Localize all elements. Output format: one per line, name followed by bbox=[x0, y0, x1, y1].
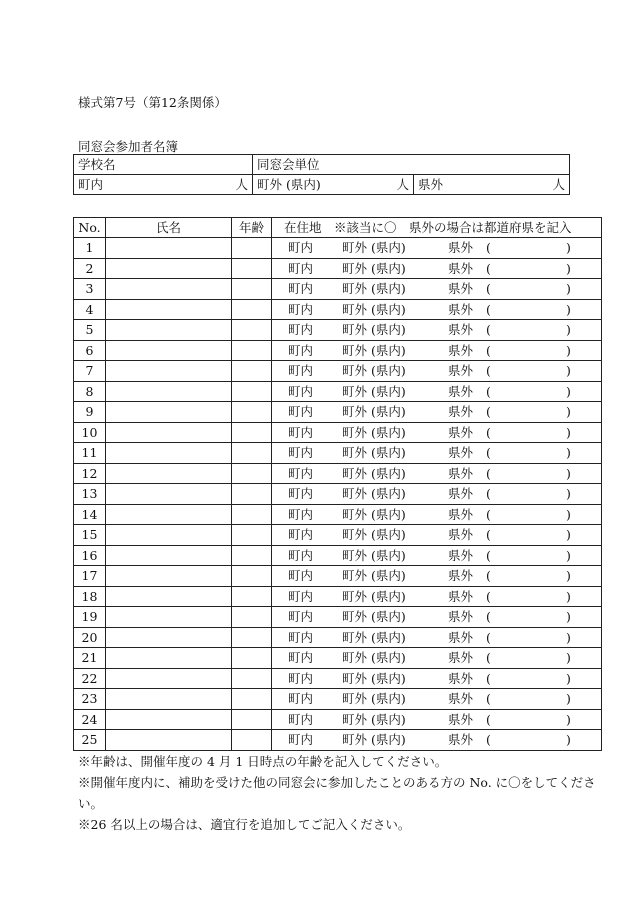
pref-out-count-cell[interactable] bbox=[414, 175, 570, 195]
table-row bbox=[74, 238, 602, 259]
option-pref-out[interactable]: 県外 bbox=[448, 445, 474, 460]
row-number: 11 bbox=[74, 443, 106, 464]
paren-open: ( bbox=[486, 629, 491, 645]
option-town-out[interactable]: 町外 (県内) bbox=[342, 363, 406, 378]
row-number: 4 bbox=[74, 299, 106, 320]
residence-cell[interactable] bbox=[272, 402, 602, 423]
paren-close: ) bbox=[566, 486, 571, 501]
table-row bbox=[74, 422, 602, 443]
town-in-count-cell[interactable] bbox=[74, 175, 253, 195]
option-pref-out[interactable]: 県外 bbox=[448, 670, 474, 686]
row-number: 6 bbox=[74, 340, 106, 361]
option-town-out[interactable]: 町外 (県内) bbox=[342, 445, 406, 460]
row-number: 15 bbox=[74, 525, 106, 546]
paren-open: ( bbox=[486, 342, 491, 358]
paren-open: ( bbox=[486, 506, 491, 522]
residence-cell[interactable] bbox=[272, 463, 602, 484]
option-town-out[interactable]: 町外 (県内) bbox=[342, 547, 406, 563]
option-pref-out[interactable]: 県外 bbox=[448, 240, 474, 255]
name-cell[interactable] bbox=[106, 361, 232, 382]
paren-open: ( bbox=[486, 240, 491, 255]
paren-close: ) bbox=[566, 588, 571, 604]
age-cell[interactable] bbox=[232, 689, 272, 710]
residence-cell[interactable] bbox=[272, 689, 602, 710]
option-town-in[interactable]: 町内 bbox=[288, 691, 314, 706]
paren-close: ) bbox=[566, 404, 571, 419]
residence-cell[interactable] bbox=[272, 443, 602, 464]
table-row bbox=[74, 381, 602, 402]
paren-close: ) bbox=[566, 322, 571, 337]
paren-close: ) bbox=[566, 629, 571, 645]
row-number: 16 bbox=[74, 545, 106, 566]
residence-cell[interactable] bbox=[272, 709, 602, 730]
row-number: 21 bbox=[74, 648, 106, 669]
option-town-in[interactable]: 町内 bbox=[288, 383, 314, 399]
paren-close: ) bbox=[566, 506, 571, 522]
name-cell[interactable] bbox=[106, 709, 232, 730]
table-row bbox=[74, 320, 602, 341]
paren-close: ) bbox=[566, 650, 571, 665]
table-row bbox=[74, 730, 602, 751]
name-cell[interactable] bbox=[106, 381, 232, 402]
option-town-in[interactable]: 町内 bbox=[288, 240, 314, 255]
residence-cell[interactable] bbox=[272, 484, 602, 505]
paren-close: ) bbox=[566, 281, 571, 296]
table-row bbox=[74, 402, 602, 423]
residence-cell[interactable] bbox=[272, 607, 602, 628]
paren-close: ) bbox=[566, 547, 571, 563]
option-town-out[interactable]: 町外 (県内) bbox=[342, 260, 406, 276]
option-town-out[interactable]: 町外 (県内) bbox=[342, 383, 406, 399]
row-number: 2 bbox=[74, 258, 106, 279]
paren-open: ( bbox=[486, 486, 491, 501]
row-number: 9 bbox=[74, 402, 106, 423]
school-name-label: 学校名 bbox=[78, 157, 116, 172]
option-town-in[interactable]: 町内 bbox=[288, 342, 314, 358]
name-cell[interactable] bbox=[106, 668, 232, 689]
option-pref-out[interactable]: 県外 bbox=[448, 260, 474, 276]
age-cell[interactable] bbox=[232, 709, 272, 730]
header-age: 年齢 bbox=[232, 218, 272, 238]
option-town-out[interactable]: 町外 (県内) bbox=[342, 465, 406, 481]
option-town-in[interactable]: 町内 bbox=[288, 609, 314, 624]
option-town-in[interactable]: 町内 bbox=[288, 486, 314, 501]
paren-open: ( bbox=[486, 732, 491, 747]
residence-cell[interactable] bbox=[272, 258, 602, 279]
option-pref-out[interactable]: 県外 bbox=[448, 629, 474, 645]
age-cell[interactable] bbox=[232, 422, 272, 443]
option-town-in[interactable]: 町内 bbox=[288, 650, 314, 665]
residence-cell[interactable] bbox=[272, 545, 602, 566]
option-town-in[interactable]: 町内 bbox=[288, 465, 314, 481]
option-pref-out[interactable]: 県外 bbox=[448, 363, 474, 378]
header-name: 氏名 bbox=[106, 218, 232, 238]
residence-cell[interactable] bbox=[272, 730, 602, 751]
table-row bbox=[74, 689, 602, 710]
name-cell[interactable] bbox=[106, 545, 232, 566]
paren-open: ( bbox=[486, 568, 491, 583]
option-pref-out[interactable]: 県外 bbox=[448, 588, 474, 604]
alumni-unit-label: 同窓会単位 bbox=[257, 157, 320, 172]
name-cell[interactable] bbox=[106, 279, 232, 300]
age-cell[interactable] bbox=[232, 238, 272, 259]
table-row bbox=[74, 627, 602, 648]
name-cell[interactable] bbox=[106, 320, 232, 341]
form-number: 様式第7号（第12条関係） bbox=[78, 95, 227, 110]
paren-close: ) bbox=[566, 363, 571, 378]
age-cell[interactable] bbox=[232, 402, 272, 423]
row-number: 19 bbox=[74, 607, 106, 628]
paren-open: ( bbox=[486, 363, 491, 378]
option-pref-out[interactable]: 県外 bbox=[448, 568, 474, 583]
residence-cell[interactable] bbox=[272, 299, 602, 320]
age-cell[interactable] bbox=[232, 668, 272, 689]
row-number: 5 bbox=[74, 320, 106, 341]
residence-cell[interactable] bbox=[272, 586, 602, 607]
row-number: 22 bbox=[74, 668, 106, 689]
paren-open: ( bbox=[486, 588, 491, 604]
age-cell[interactable] bbox=[232, 545, 272, 566]
option-town-in[interactable]: 町内 bbox=[288, 732, 314, 747]
paren-close: ) bbox=[566, 609, 571, 624]
option-pref-out[interactable]: 県外 bbox=[448, 711, 474, 727]
option-town-in[interactable]: 町内 bbox=[288, 404, 314, 419]
option-town-out[interactable]: 町外 (県内) bbox=[342, 404, 406, 419]
roster-title: 同窓会参加者名簿 bbox=[78, 139, 179, 154]
table-row bbox=[74, 504, 602, 525]
name-cell[interactable] bbox=[106, 238, 232, 259]
paren-close: ) bbox=[566, 445, 571, 460]
option-pref-out[interactable]: 県外 bbox=[448, 404, 474, 419]
notes bbox=[78, 751, 598, 835]
name-cell[interactable] bbox=[106, 607, 232, 628]
residence-cell[interactable] bbox=[272, 504, 602, 525]
option-pref-out[interactable]: 県外 bbox=[448, 506, 474, 522]
school-info-table bbox=[73, 154, 570, 195]
paren-close: ) bbox=[566, 383, 571, 399]
table-row bbox=[74, 258, 602, 279]
age-cell[interactable] bbox=[232, 484, 272, 505]
option-pref-out[interactable]: 県外 bbox=[448, 609, 474, 624]
table-row bbox=[74, 586, 602, 607]
age-cell[interactable] bbox=[232, 607, 272, 628]
name-cell[interactable] bbox=[106, 484, 232, 505]
option-pref-out[interactable]: 県外 bbox=[448, 465, 474, 481]
option-pref-out[interactable]: 県外 bbox=[448, 424, 474, 440]
name-cell[interactable] bbox=[106, 422, 232, 443]
person-unit: 人 bbox=[235, 177, 248, 192]
option-town-out[interactable]: 町外 (県内) bbox=[342, 342, 406, 358]
table-row bbox=[74, 607, 602, 628]
option-town-in[interactable]: 町内 bbox=[288, 527, 314, 542]
option-town-in[interactable]: 町内 bbox=[288, 568, 314, 583]
paren-open: ( bbox=[486, 609, 491, 624]
residence-cell[interactable] bbox=[272, 381, 602, 402]
header-residence: 在住地 ※該当に〇 県外の場合は都道府県を記入 bbox=[272, 218, 602, 238]
option-town-out[interactable]: 町外 (県内) bbox=[342, 424, 406, 440]
option-town-in[interactable]: 町内 bbox=[288, 424, 314, 440]
residence-cell[interactable] bbox=[272, 340, 602, 361]
paren-open: ( bbox=[486, 527, 491, 542]
paren-open: ( bbox=[486, 260, 491, 276]
paren-close: ) bbox=[566, 424, 571, 440]
town-in-label: 町内 bbox=[78, 177, 104, 192]
option-town-out[interactable]: 町外 (県内) bbox=[342, 568, 406, 583]
paren-open: ( bbox=[486, 383, 491, 399]
option-town-in[interactable]: 町内 bbox=[288, 588, 314, 604]
age-cell[interactable] bbox=[232, 258, 272, 279]
name-cell[interactable] bbox=[106, 730, 232, 751]
option-town-in[interactable]: 町内 bbox=[288, 445, 314, 460]
paren-close: ) bbox=[566, 568, 571, 583]
age-cell[interactable] bbox=[232, 525, 272, 546]
option-pref-out[interactable]: 県外 bbox=[448, 547, 474, 563]
paren-open: ( bbox=[486, 465, 491, 481]
paren-close: ) bbox=[566, 691, 571, 706]
note-age: ※年齢は、開催年度の 4 月 1 日時点の年齢を記入してください。 bbox=[78, 754, 448, 769]
age-cell[interactable] bbox=[232, 463, 272, 484]
name-cell[interactable] bbox=[106, 258, 232, 279]
name-cell[interactable] bbox=[106, 566, 232, 587]
person-unit: 人 bbox=[552, 177, 565, 192]
age-cell[interactable] bbox=[232, 320, 272, 341]
name-cell[interactable] bbox=[106, 627, 232, 648]
option-town-in[interactable]: 町内 bbox=[288, 629, 314, 645]
age-cell[interactable] bbox=[232, 648, 272, 669]
option-pref-out[interactable]: 県外 bbox=[448, 342, 474, 358]
age-cell[interactable] bbox=[232, 627, 272, 648]
paren-open: ( bbox=[486, 670, 491, 686]
paren-open: ( bbox=[486, 424, 491, 440]
option-pref-out[interactable]: 県外 bbox=[448, 301, 474, 317]
residence-cell[interactable] bbox=[272, 566, 602, 587]
residence-cell[interactable] bbox=[272, 238, 602, 259]
paren-close: ) bbox=[566, 711, 571, 727]
option-town-out[interactable]: 町外 (県内) bbox=[342, 588, 406, 604]
pref-out-label: 県外 bbox=[418, 177, 444, 192]
paren-open: ( bbox=[486, 281, 491, 296]
paren-close: ) bbox=[566, 527, 571, 542]
row-number: 1 bbox=[74, 238, 106, 259]
paren-open: ( bbox=[486, 547, 491, 563]
paren-close: ) bbox=[566, 301, 571, 317]
option-town-in[interactable]: 町内 bbox=[288, 670, 314, 686]
option-town-out[interactable]: 町外 (県内) bbox=[342, 629, 406, 645]
residence-cell[interactable] bbox=[272, 422, 602, 443]
paren-open: ( bbox=[486, 322, 491, 337]
option-town-out[interactable]: 町外 (県内) bbox=[342, 281, 406, 296]
age-cell[interactable] bbox=[232, 586, 272, 607]
option-pref-out[interactable]: 県外 bbox=[448, 383, 474, 399]
option-town-in[interactable]: 町内 bbox=[288, 506, 314, 522]
option-town-out[interactable]: 町外 (県内) bbox=[342, 650, 406, 665]
option-pref-out[interactable]: 県外 bbox=[448, 691, 474, 706]
paren-open: ( bbox=[486, 404, 491, 419]
table-row bbox=[74, 463, 602, 484]
option-town-out[interactable]: 町外 (県内) bbox=[342, 691, 406, 706]
town-out-count-cell[interactable] bbox=[253, 175, 414, 195]
row-number: 20 bbox=[74, 627, 106, 648]
age-cell[interactable] bbox=[232, 340, 272, 361]
paren-close: ) bbox=[566, 260, 571, 276]
age-cell[interactable] bbox=[232, 299, 272, 320]
name-cell[interactable] bbox=[106, 463, 232, 484]
option-town-out[interactable]: 町外 (県内) bbox=[342, 609, 406, 624]
row-number: 12 bbox=[74, 463, 106, 484]
residence-cell[interactable] bbox=[272, 320, 602, 341]
option-town-out[interactable]: 町外 (県内) bbox=[342, 322, 406, 337]
row-number: 18 bbox=[74, 586, 106, 607]
residence-cell[interactable] bbox=[272, 648, 602, 669]
table-row bbox=[74, 361, 602, 382]
name-cell[interactable] bbox=[106, 689, 232, 710]
option-town-in[interactable]: 町内 bbox=[288, 301, 314, 317]
row-number: 23 bbox=[74, 689, 106, 710]
table-row bbox=[74, 566, 602, 587]
residence-cell[interactable] bbox=[272, 361, 602, 382]
option-town-in[interactable]: 町内 bbox=[288, 260, 314, 276]
option-town-in[interactable]: 町内 bbox=[288, 711, 314, 727]
table-row bbox=[74, 443, 602, 464]
table-row bbox=[74, 648, 602, 669]
paren-close: ) bbox=[566, 670, 571, 686]
age-cell[interactable] bbox=[232, 279, 272, 300]
residence-cell[interactable] bbox=[272, 279, 602, 300]
note-extra-rows: ※26 名以上の場合は、適宜行を追加してご記入ください。 bbox=[78, 817, 411, 832]
name-cell[interactable] bbox=[106, 443, 232, 464]
table-row bbox=[74, 709, 602, 730]
roster-table bbox=[73, 217, 602, 751]
option-town-in[interactable]: 町内 bbox=[288, 547, 314, 563]
note-previous-participation: ※開催年度内に、補助を受けた他の同窓会に参加したことのある方の No. に〇をしてください。 bbox=[78, 775, 596, 811]
option-pref-out[interactable]: 県外 bbox=[448, 322, 474, 337]
option-town-out[interactable]: 町外 (県内) bbox=[342, 711, 406, 727]
option-town-out[interactable]: 町外 (県内) bbox=[342, 670, 406, 686]
row-number: 14 bbox=[74, 504, 106, 525]
option-pref-out[interactable]: 県外 bbox=[448, 650, 474, 665]
option-town-out[interactable]: 町外 (県内) bbox=[342, 301, 406, 317]
age-cell[interactable] bbox=[232, 361, 272, 382]
paren-open: ( bbox=[486, 445, 491, 460]
row-number: 8 bbox=[74, 381, 106, 402]
row-number: 10 bbox=[74, 422, 106, 443]
alumni-unit-cell[interactable] bbox=[253, 155, 570, 175]
header-no: No. bbox=[74, 218, 106, 238]
table-row bbox=[74, 299, 602, 320]
town-out-label: 町外 (県内) bbox=[257, 177, 321, 192]
person-unit: 人 bbox=[396, 177, 409, 192]
paren-close: ) bbox=[566, 240, 571, 255]
option-town-out[interactable]: 町外 (県内) bbox=[342, 486, 406, 501]
option-town-out[interactable]: 町外 (県内) bbox=[342, 506, 406, 522]
paren-open: ( bbox=[486, 691, 491, 706]
name-cell[interactable] bbox=[106, 525, 232, 546]
age-cell[interactable] bbox=[232, 504, 272, 525]
paren-close: ) bbox=[566, 732, 571, 747]
option-town-out[interactable]: 町外 (県内) bbox=[342, 732, 406, 747]
table-row bbox=[74, 525, 602, 546]
option-pref-out[interactable]: 県外 bbox=[448, 527, 474, 542]
age-cell[interactable] bbox=[232, 381, 272, 402]
paren-open: ( bbox=[486, 711, 491, 727]
row-number: 3 bbox=[74, 279, 106, 300]
option-town-out[interactable]: 町外 (県内) bbox=[342, 240, 406, 255]
option-pref-out[interactable]: 県外 bbox=[448, 486, 474, 501]
name-cell[interactable] bbox=[106, 648, 232, 669]
residence-cell[interactable] bbox=[272, 668, 602, 689]
row-number: 7 bbox=[74, 361, 106, 382]
row-number: 17 bbox=[74, 566, 106, 587]
name-cell[interactable] bbox=[106, 340, 232, 361]
age-cell[interactable] bbox=[232, 730, 272, 751]
paren-open: ( bbox=[486, 301, 491, 317]
option-pref-out[interactable]: 県外 bbox=[448, 281, 474, 296]
age-cell[interactable] bbox=[232, 566, 272, 587]
paren-open: ( bbox=[486, 650, 491, 665]
residence-cell[interactable] bbox=[272, 525, 602, 546]
row-number: 24 bbox=[74, 709, 106, 730]
paren-close: ) bbox=[566, 465, 571, 481]
option-town-out[interactable]: 町外 (県内) bbox=[342, 527, 406, 542]
option-town-in[interactable]: 町内 bbox=[288, 363, 314, 378]
table-row bbox=[74, 340, 602, 361]
name-cell[interactable] bbox=[106, 586, 232, 607]
row-number: 13 bbox=[74, 484, 106, 505]
paren-close: ) bbox=[566, 342, 571, 358]
table-row bbox=[74, 545, 602, 566]
age-cell[interactable] bbox=[232, 443, 272, 464]
row-number: 25 bbox=[74, 730, 106, 751]
school-name-cell[interactable] bbox=[74, 155, 253, 175]
table-row bbox=[74, 668, 602, 689]
name-cell[interactable] bbox=[106, 504, 232, 525]
name-cell[interactable] bbox=[106, 402, 232, 423]
table-row bbox=[74, 484, 602, 505]
table-row bbox=[74, 279, 602, 300]
residence-cell[interactable] bbox=[272, 627, 602, 648]
option-town-in[interactable]: 町内 bbox=[288, 322, 314, 337]
option-town-in[interactable]: 町内 bbox=[288, 281, 314, 296]
roster-header-row bbox=[74, 218, 602, 238]
option-pref-out[interactable]: 県外 bbox=[448, 732, 474, 747]
name-cell[interactable] bbox=[106, 299, 232, 320]
